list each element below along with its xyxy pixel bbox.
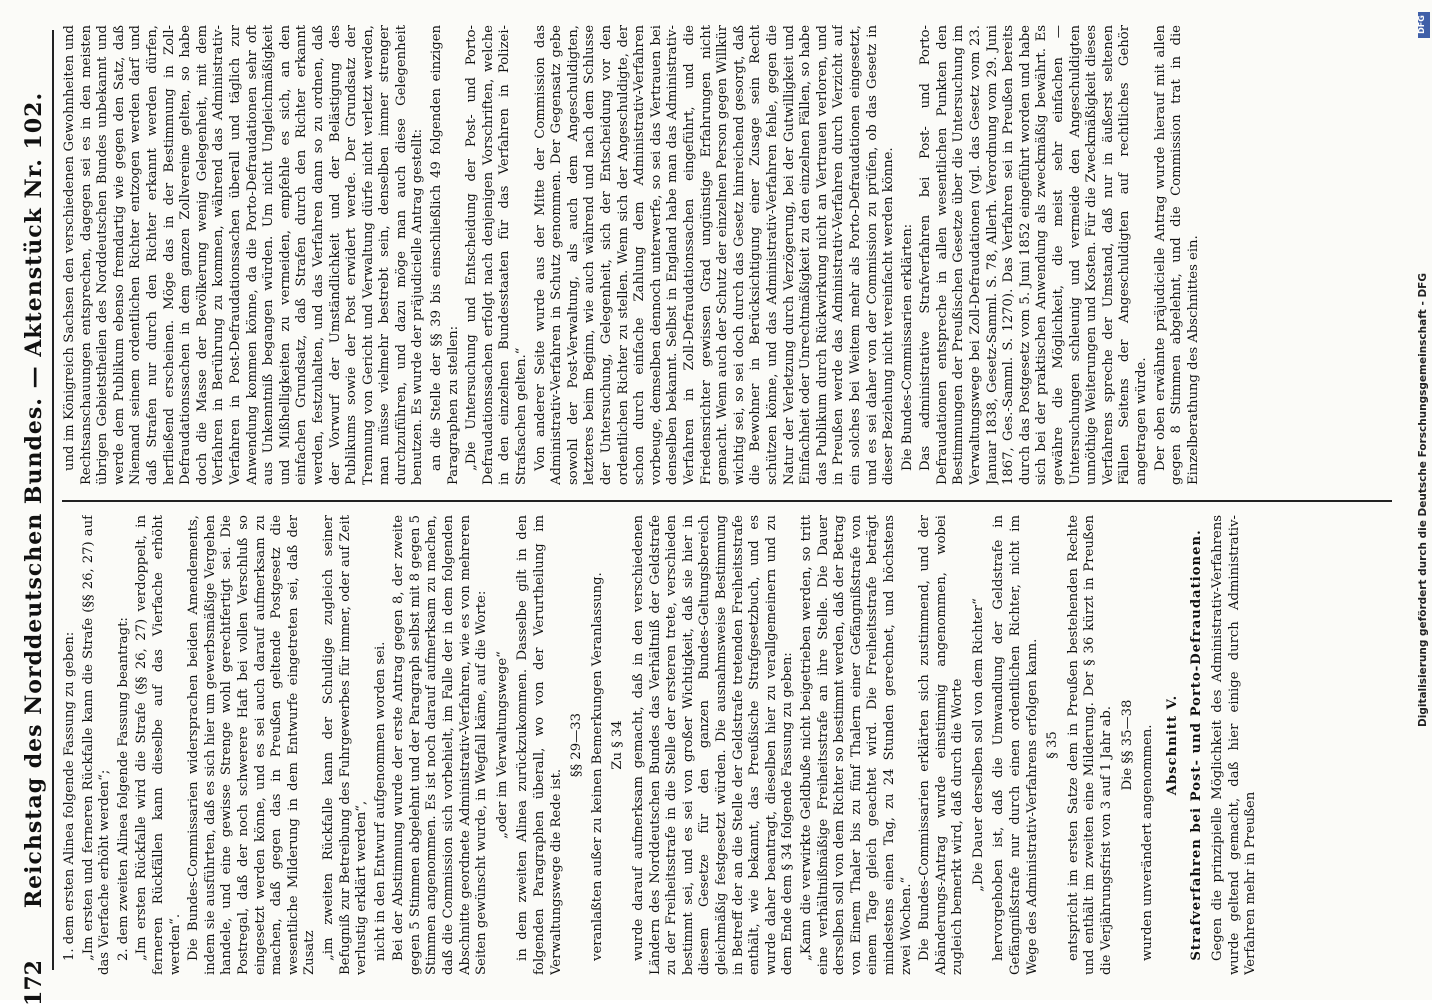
paragraph: „Im ersten und ferneren Rückfalle kann die Strafe (§§ 26, 27) auf das Vierfache erhöht werden“;: [80, 515, 113, 975]
section-reference: Zu § 34: [610, 720, 626, 770]
paragraph: „Die Untersuchung und Entscheidung der Post- und Porto-Defraudationssachen erfolgt nach denjenigen Vorschriften, welche in den einzelnen Bundesstaaten für das Verfahren in Polizei-Strafsachen gelten.“: [464, 25, 530, 485]
column-divider: [62, 500, 1392, 502]
paragraph: nicht in den Entwurf aufgenommen worden sei.: [372, 641, 388, 961]
paragraph: in dem zweiten Alinea zurückzukommen. Dasselbe gilt in den folgenden Paragraphen überall, wo von der Verurtheilung im Verwaltungswege die Rede ist.: [515, 515, 564, 975]
dfg-logo: DFG: [1418, 12, 1430, 38]
paragraph: Der oben erwähnte präjudicielle Antrag wurde hierauf mit allen gegen 8 Stimmen abgelehnt, und die Commission trat in die Einzelberathung des Abschnittes ein.: [1152, 25, 1201, 485]
section-reference: §§ 29—33: [569, 712, 585, 778]
left-text-column: [62, 515, 1392, 975]
section-reference: Die §§ 35—38: [1119, 699, 1135, 791]
right-text-column: [62, 25, 1392, 485]
paragraph: Die Bundes-Commissarien widersprachen beiden Amendements, indem sie ausführten, daß es sich hier um gewerbsmäßige Vergehen handele, und eine gewisse Strenge wohl gerechtfertigt sei. Die Postregal, daß der noch schwerere Haft bei vollen Verschluß so eingesetzt werden könne, und es sei auch darauf aufmerksam zu machen, daß gegen das in Preußen geltende Postgesetz die wesentliche Milderung in dem Entwurfe eingetreten sei, daß der Zusatz: [186, 515, 318, 975]
section-subheading: Strafverfahren bei Post- und Porto-Defraudationen.: [1189, 529, 1205, 961]
paragraph: veranlaßten außer zu keinen Bemerkungen Veranlassung.: [589, 572, 605, 961]
paragraph: 1. dem ersten Alinea folgende Fassung zu geben:: [62, 631, 77, 961]
page-title: Reichstag des Norddeutschen Bundes. — Aktenstück Nr. 102.: [21, 91, 47, 909]
paragraph: „im zweiten Rückfalle kann der Schuldige zugleich seiner Befugniß zur Betreibung des Fuhrgewerbes für immer, oder auf Zeit verlustig erklärt werden“,: [320, 515, 370, 975]
section-reference: § 35: [1045, 731, 1061, 759]
paragraph: Von anderer Seite wurde aus der Mitte der Commission das Administrativ-Verfahren in Schutz genommen. Der Gegensatz gebe sowohl der Post-Verwaltung, als auch dem Angeschuldigten, letzteres beim Beginn, wie auch während und nach dem Schlusse der Untersuchung, Gelegenheit, sich der Entscheidung vor den ordentlichen Richter zu stellen. Wenn sich der Angeschuldigte, der schon durch einfache Zahlung dem Administrativ-Verfahren vorbeuge, demselben dennoch unterwerfe, so sei das Vertrauen bei denselben bekannt. Selbst in England habe man das Administrativ-Verfahren in Zoll-Defraudationssachen eingeführt, und die Friedensrichter gewissen Grad ungünstige Erfahrungen nicht gemacht. Wenn auch der Schutz der einzelnen Person gegen Willkür wichtig sei, so sei doch durch das Gesetz hinreichend gesorgt, daß die Bewohner in Berücksichtigung einer Zusage sein Recht schützen könne, und das Administrativ-Verfahren fehle, gegen die Natur der Verletzung durch Verzögerung, bei der Gutwilligkeit und Einfachheit oder Unrechtmäßigkeit zu den einzelnen Fällen, so habe das Publikum durch Rückwirkung nicht an Vertrauen verloren, und in Preußen werde das Administrativ-Verfahren durch Verzicht auf ein solches bei Weitem mehr als Porto-Defraudationen eingesetzt, und es sei daher von der Commission zu prüfen, ob das Gesetz in dieser Beziehung nicht vereinfacht werden könne.: [532, 25, 897, 485]
paragraph: Gegen die prinzipielle Möglichkeit des Administrativ-Verfahrens wurde geltend gemacht, daß hier einige durch Administrativ-Verfahren mehr in Preußen: [1210, 515, 1259, 975]
section-heading: Abschnitt V.: [1164, 694, 1180, 796]
paragraph: Die Bundes-Commissarien erklärten sich zustimmend, und der Abänderungs-Antrag wurde einstimmig angenommen, wobei zugleich bemerkt wird, daß durch die Worte: [917, 515, 966, 975]
paragraph: entspricht im ersten Satze dem in Preußen bestehenden Rechte und enthält im zweiten eine Milderung. Der § 36 kürzt in Preußen die Verjährungsfrist von 3 auf 1 Jahr ab.: [1065, 515, 1115, 975]
paragraph: 2. dem zweiten Alinea folgende Fassung beantragt:: [115, 617, 131, 961]
page-number: 172: [21, 960, 47, 1006]
paragraph: Die Bundes-Commissarien erklärten:: [899, 223, 915, 471]
paragraph: Das administrative Strafverfahren bei Post- und Porto-Defraudationen entspreche in allen wesentlichen Punkten den Bestimmungen der Preußischen Gesetze über die Untersuchung im Verwaltungswege bei Zoll-Defraudationen (vgl. das Gesetz vom 23. Januar 1838, Gesetz-Samml. S. 78, Allerh. Verordnung vom 29. Juni 1867, Ges.-Samml. S. 1270). Das Verfahren sei in Preußen bereits durch das Postgesetz vom 5. Juni 1852 eingeführt worden und habe sich bei der praktischen Anwendung als zweckmäßig bewährt. Es gewähre die Möglichkeit, die meist sehr einfachen — Untersuchungen schleunig und vermeide den Angeschuldigten unnöthige Weiterungen und Kosten. Für die Zweckmäßigkeit dieses Verfahrens spreche der Umstand, daß nur in äußerst seltenen Fällen Seitens der Angeschuldigten auf rechtliches Gehör angetragen würde.: [918, 25, 1149, 485]
quoted-phrase: „oder im Verwaltungswege“: [494, 651, 510, 839]
paragraph: Bei der Abstimmung wurde der erste Antrag gegen 8, der zweite gegen 5 Stimmen abgelehnt und der Paragraph selbst mit 8 gegen 5 Stimmen angenommen. Es ist noch darauf aufmerksam zu machen, daß die Commission sich vorbehielt, im Falle der in dem folgenden Abschnitte geordnete Administrativ-Verfahren, wie es von mehreren Seiten gewünscht wurde, in Wegfall käme, auf die Worte:: [391, 515, 490, 975]
quoted-phrase: „Die Dauer derselben soll von dem Richter“: [970, 598, 986, 892]
paragraph: „Im ersten Rückfalle wird die Strafe (§§ 26, 27) verdoppelt, in ferneren Rückfällen kann dieselbe auf das Vierfache erhöht werden“.: [134, 515, 183, 975]
digitization-credit: [1414, 0, 1432, 1000]
paragraph: an die Stelle der §§ 39 bis einschließlich 49 folgenden einzigen Paragraphen zu stellen:: [429, 25, 461, 485]
digitization-credit-text: Digitalisierung gefördert durch die Deutsche Forschungsgemeinschaft - DFG: [1417, 273, 1429, 727]
page-header: [7, 0, 47, 1006]
paragraph: und im Königreich Sachsen den verschiedenen Gewohnheiten und Rechtsanschauungen entsprechen, dagegen sei es in den meisten übrigen Gebietstheilen des Norddeutschen Bundes unbekannt und werde dem Publikum ebenso fremdartig wie gegen den Satz, daß Niemand seinem ordentlichen Richter entzogen werden darf und daß Strafen nur durch den Richter erkannt werden dürfen, herfließend erscheinen. Möge das in der Bestimmung in Zoll-Defraudationssachen in dem ganzen Zollvereine gelten, so habe doch die Masse der Bevölkerung wenig Gelegenheit, mit dem Verfahren in Berührung zu kommen, während das Administrativ-Verfahren in Post-Defraudationssachen überall und täglich zur Anwendung kommen könne, da die Porto-Defraudationen sehr oft aus Unkenntniß begangen würden. Um nicht Ungleichmäßigkeit und Mißhelligkeiten zu vermeiden, empfehle es sich, an den einfachen Grundsatz, daß Strafen durch den Richter erkannt werden, festzuhalten, und das Verfahren dann so zu ordnen, daß der Vorwurf der Umständlichkeit und der Belästigung des Publikums sowie der Post erwidert werde. Der Grundsatz der Trennung von Gericht und Verwaltung dürfe nicht verletzt werden, man müsse vielmehr bestrebt sein, denselben immer strenger durchzuführen, und dazu möge man auch diese Gelegenheit benutzen. Es wurde der präjudicielle Antrag gestellt:: [62, 25, 426, 485]
paragraph: „Kann die verwirkte Geldbuße nicht beigetrieben werden, so tritt eine verhältnißmäßige Freiheitsstrafe an ihre Stelle. Die Dauer derselben soll von dem Richter so bestimmt werden, daß der Betrag von Einem Thaler bis zu fünf Thalern einer Gefängnißstrafe von einem Tage gleich geachtet wird. Die Freiheitsstrafe beträgt mindestens einen Tag, zu 24 Stunden gerechnet, und höchstens zwei Wochen.“: [798, 515, 914, 975]
paragraph: wurden unverändert angenommen.: [1140, 724, 1156, 961]
paragraph: wurde darauf aufmerksam gemacht, daß in den verschiedenen Ländern des Norddeutschen Bundes das Verhältniß der Geldstrafe zu der Freiheitsstrafe in die Stelle der ersteren trete, verschieden bestimmt sei, und es sei von großer Wichtigkeit, daß sie hier in diesem Gesetze für den ganzen Bundes-Geltungsbereich gleichmäßig festgesetzt würden. Die ausnahmsweise Bestimmung in Betreff der an die Stelle der Geldstrafe tretenden Freiheitsstrafe enthält, wie bekannt, das Preußische Strafgesetzbuch, und es wurde daher beantragt, dieselben hier zu verallgemeinern und zu dem Ende dem § 34 folgende Fassung zu geben:: [631, 515, 796, 975]
header-rule: [52, 30, 54, 970]
paragraph: hervorgehoben ist, daß die Umwandlung der Geldstrafe in Gefängnißstrafe nur durch einen ordentlichen Richter, nicht im Wege des Administrativ-Verfahrens erfolgen kann.: [991, 515, 1040, 975]
